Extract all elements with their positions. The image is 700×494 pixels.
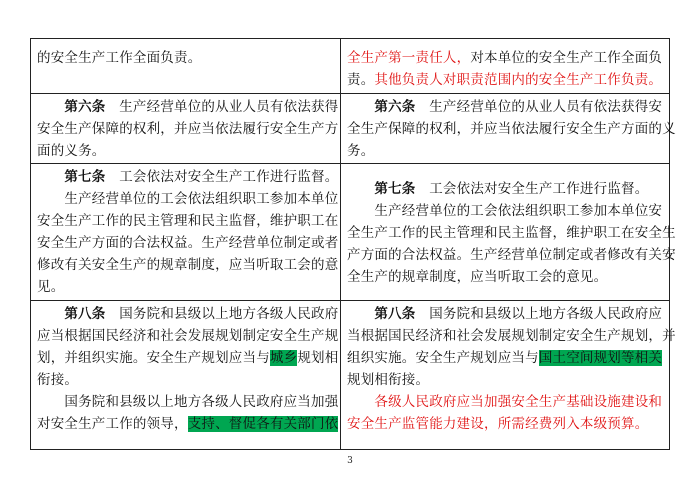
- text-line: [37, 47, 337, 69]
- highlighted-text: 支持、督促各有关部门依: [187, 416, 339, 432]
- text-line: [347, 347, 667, 369]
- text-segment: 产方面的合法权益。生产经营单位制定或者修改有关安: [347, 247, 676, 263]
- text-segment: 安全生产保障的权利，并应当依法履行安全生产方: [37, 121, 339, 137]
- text-line: [347, 325, 676, 347]
- row-1-left-cell: [37, 47, 337, 69]
- text-line: [347, 369, 667, 391]
- text-segment: 国务院和县级以上地方各级人民政府: [105, 306, 339, 322]
- text-segment: 生产经营单位的从业人员有依法获得: [105, 99, 339, 115]
- text-line: [347, 69, 667, 91]
- text-segment: 的安全生产工作全面负责。: [37, 50, 202, 66]
- text-segment: 当根据国民经济和社会发展规划制定安全生产规划，并: [347, 328, 676, 344]
- text-segment: 第八条: [374, 306, 416, 322]
- text-line: [37, 118, 337, 140]
- text-segment: 安全生产工作的民主管理和民主监督，维护职工在: [37, 213, 339, 229]
- text-line: [37, 347, 337, 369]
- text-segment: 第六条: [64, 99, 106, 115]
- text-segment: 第七条: [374, 181, 416, 197]
- text-line: [37, 391, 337, 413]
- text-line: [37, 413, 337, 435]
- text-segment: 工会依法对安全生产工作进行监督。: [415, 181, 649, 197]
- text-segment: 对安全生产工作的领导，: [37, 416, 188, 432]
- text-segment: 对本单位的安全生产工作全面负: [470, 50, 663, 66]
- row-2-right-cell: [347, 96, 676, 162]
- row-1-right-cell: [347, 47, 667, 91]
- text-segment: 见。: [37, 279, 65, 295]
- revised-text: 各级人民政府应当加强安全生产基础设施建设和: [374, 394, 663, 410]
- row-3-left-cell: [37, 166, 337, 298]
- text-segment: 面的义务。: [37, 143, 106, 159]
- text-line: [347, 200, 667, 222]
- highlighted-text: 城乡: [269, 350, 298, 366]
- row-3-right-cell: [347, 178, 676, 288]
- text-segment: 生产经营单位的工会依法组织职工参加本单位: [37, 191, 339, 207]
- text-line: [347, 96, 667, 118]
- text-line: [37, 96, 337, 118]
- text-segment: 第六条: [374, 99, 416, 115]
- text-segment: 应当根据国民经济和社会发展规划制定安全生产规: [37, 328, 339, 344]
- text-segment: 全生产保障的权利，并应当依法履行安全生产方面的义: [347, 121, 676, 137]
- text-segment: 工会依法对安全生产工作进行监督。: [105, 169, 339, 185]
- text-line: [347, 118, 676, 140]
- text-line: [37, 140, 337, 162]
- text-segment: 责。: [347, 72, 375, 88]
- text-segment: 第八条: [64, 306, 106, 322]
- text-segment: 第七条: [64, 169, 106, 185]
- text-line: [37, 254, 337, 276]
- text-line: [37, 276, 337, 298]
- text-segment: 组织实施。安全生产规划应当与: [347, 350, 539, 366]
- text-line: [347, 391, 667, 413]
- text-line: [347, 413, 667, 435]
- revised-text: 安全生产监管能力建设，所需经费列入本级预算。: [347, 416, 649, 432]
- text-line: [37, 369, 337, 391]
- text-segment: 全生产的规章制度，应当听取工会的意见。: [347, 269, 608, 285]
- text-line: [347, 47, 667, 69]
- text-segment: [347, 306, 374, 322]
- text-line: [37, 210, 337, 232]
- text-segment: 全生产工作的民主管理和民主监督，维护职工在安全生: [347, 225, 676, 241]
- text-segment: 修改有关安全生产的规章制度，应当听取工会的意: [37, 257, 339, 273]
- text-line: [37, 166, 337, 188]
- text-segment: [347, 99, 374, 115]
- text-segment: 生产经营单位的工会依法组织职工参加本单位安: [347, 203, 663, 219]
- revised-text: 其他负责人对职责范围内的安全生产工作负责。: [374, 72, 663, 88]
- text-segment: 国务院和县级以上地方各级人民政府应当加强: [37, 394, 339, 410]
- row-4-right-cell: [347, 303, 676, 435]
- text-segment: [37, 169, 64, 185]
- column-divider: [340, 39, 341, 449]
- text-segment: 划，并组织实施。安全生产规划应当与: [37, 350, 270, 366]
- revised-text: 全生产第一责任人，: [347, 50, 471, 66]
- text-line: [347, 266, 667, 288]
- text-segment: [37, 306, 64, 322]
- page-number: 3: [347, 456, 353, 466]
- text-segment: [347, 181, 374, 197]
- text-line: [37, 325, 337, 347]
- text-line: [37, 232, 337, 254]
- text-segment: 务。: [347, 143, 375, 159]
- text-segment: [347, 394, 374, 410]
- text-line: [347, 178, 667, 200]
- text-line: [347, 222, 676, 244]
- highlighted-text: 国土空间规划等相关: [538, 350, 663, 366]
- text-line: [347, 244, 676, 266]
- text-line: [37, 188, 337, 210]
- text-segment: 生产经营单位的从业人员有依法获得安: [415, 99, 663, 115]
- row-divider: [31, 300, 669, 301]
- text-segment: 规划相衔接。: [347, 372, 430, 388]
- text-segment: 衔接。: [37, 372, 79, 388]
- text-segment: [37, 99, 64, 115]
- row-divider: [31, 93, 669, 94]
- comparison-table: [30, 38, 676, 450]
- text-line: [37, 303, 337, 325]
- text-line: [347, 303, 667, 325]
- text-segment: 规划相: [297, 350, 339, 366]
- text-segment: 国务院和县级以上地方各级人民政府应: [415, 306, 663, 322]
- row-2-left-cell: [37, 96, 337, 162]
- row-4-left-cell: [37, 303, 337, 435]
- text-segment: 安全生产方面的合法权益。生产经营单位制定或者: [37, 235, 339, 251]
- row-divider: [31, 163, 669, 164]
- text-line: [347, 140, 667, 162]
